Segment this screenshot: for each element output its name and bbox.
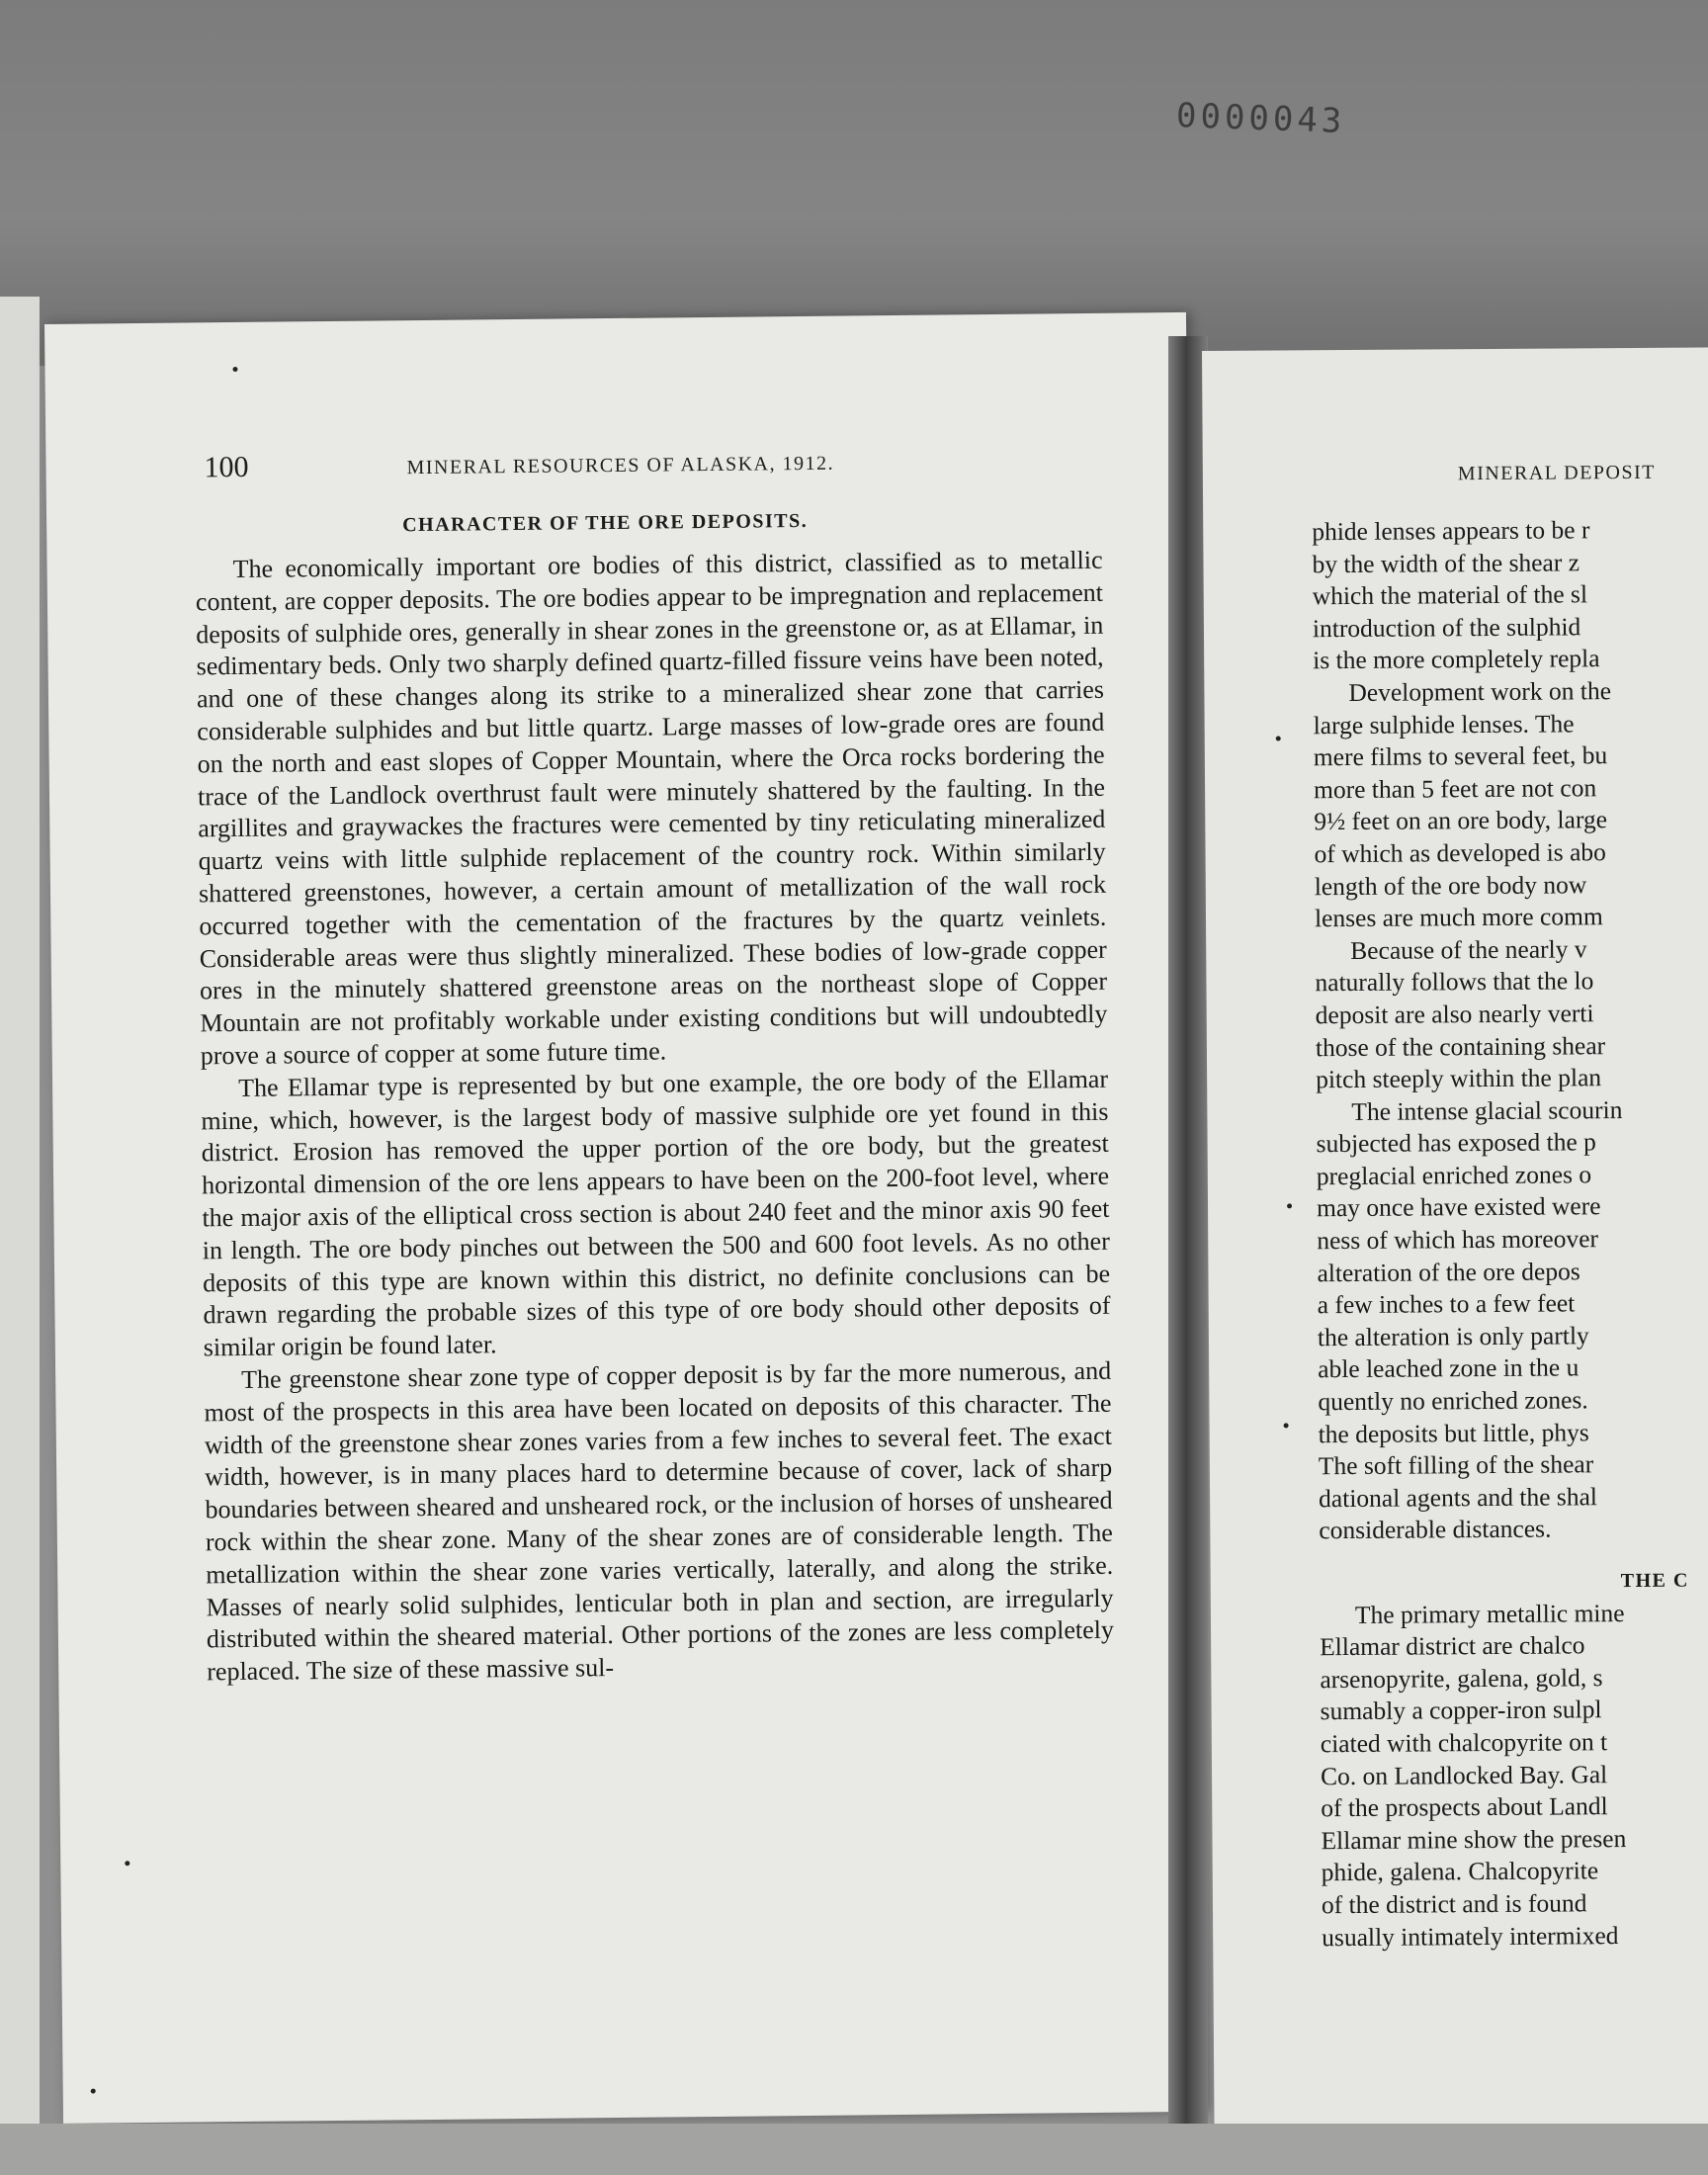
- right-page-line: more than 5 feet are not con: [1313, 772, 1597, 804]
- right-page-line: phide, galena. Chalcopyrite: [1321, 1856, 1599, 1887]
- right-page-line: mere films to several feet, bu: [1313, 740, 1608, 772]
- right-page-line: of which as developed is abo: [1314, 837, 1606, 869]
- scan-speck: [232, 367, 237, 372]
- book-gutter: [1168, 336, 1208, 2145]
- right-page-lines-part2: [1320, 1597, 1708, 1955]
- right-page-line: naturally follows that the lo: [1315, 966, 1594, 998]
- scan-speck: [1284, 1423, 1289, 1428]
- right-page-line: able leached zone in the u: [1318, 1352, 1580, 1384]
- right-page-line: Co. on Landlocked Bay. Gal: [1320, 1759, 1608, 1790]
- right-page-line: considerable distances.: [1319, 1514, 1552, 1545]
- page-number: 100: [204, 450, 249, 484]
- right-page-line: alteration of the ore depos: [1317, 1257, 1580, 1287]
- right-page-line: Ellamar district are chalco: [1320, 1630, 1585, 1662]
- right-section-title: THE C: [1620, 1569, 1689, 1593]
- right-page-line: which the material of the sl: [1312, 579, 1588, 611]
- right-page-line: a few inches to a few feet: [1317, 1288, 1576, 1320]
- right-page-line: sumably a copper-iron sulpl: [1320, 1695, 1602, 1726]
- right-page-line: arsenopyrite, galena, gold, s: [1320, 1662, 1603, 1694]
- right-page-line: Development work on the: [1348, 676, 1612, 707]
- right-page-line: the deposits but little, phys: [1318, 1417, 1589, 1448]
- scan-speck: [1287, 1203, 1292, 1208]
- right-page-line: dational agents and the shal: [1319, 1482, 1598, 1514]
- right-page-line: of the district and is found: [1321, 1888, 1587, 1920]
- left-page-header: [204, 441, 1133, 490]
- right-page-line: lenses are much more comm: [1314, 902, 1603, 933]
- right-page-line: The primary metallic mine: [1354, 1598, 1625, 1629]
- right-page-line: introduction of the sulphid: [1312, 612, 1581, 644]
- right-page-line: quently no enriched zones.: [1318, 1385, 1588, 1417]
- right-page-line: The intense glacial scourin: [1351, 1094, 1623, 1126]
- right-page-line: pitch steeply within the plan: [1316, 1063, 1602, 1094]
- paragraph-2: The Ellamar type is represented by but one example, the ore body of the Ellamar mine, which, however, is the largest body of massive sulphide ore yet found in this district. Erosion has removed the upper portion of the ore body, but the greatest horizontal dimension of the ore lens appears to have been on the 200-foot level, where the major axis of the elliptical cross section is about 240 feet and the minor axis 90 feet in length. The ore body pinches out between the 500 and 600 foot levels. As no other deposits of this type are known within this district, no definite conclusions can be drawn regarding the probable sizes of this type of ore body should other deposits of similar origin be found later.: [201, 1064, 1111, 1362]
- right-page-line: The soft filling of the shear: [1318, 1449, 1594, 1481]
- right-page-line: by the width of the shear z: [1312, 547, 1580, 578]
- scan-frame-edge: [0, 297, 40, 2175]
- right-page-line: subjected has exposed the p: [1316, 1127, 1596, 1159]
- scan-speck: [1276, 736, 1281, 740]
- right-page-line: large sulphide lenses. The: [1313, 708, 1575, 740]
- scan-speck: [125, 1861, 129, 1866]
- right-page-body: [1312, 513, 1708, 1954]
- section-title: CHARACTER OF THE ORE DEPOSITS.: [402, 509, 809, 537]
- scan-speck: [91, 2089, 96, 2094]
- right-running-head: MINERAL DEPOSIT: [1457, 461, 1657, 485]
- running-head: MINERAL RESOURCES OF ALASKA, 1912.: [406, 452, 835, 479]
- right-page-line: may once have existed were: [1316, 1191, 1601, 1223]
- right-page-line: those of the containing shear: [1315, 1030, 1606, 1062]
- right-page-line: phide lenses appears to be r: [1312, 515, 1590, 547]
- right-page-line: is the more completely repla: [1313, 644, 1600, 675]
- left-page: [44, 312, 1205, 2124]
- right-page-line: 9½ feet on an ore body, large: [1314, 805, 1608, 836]
- right-page-line: preglacial enriched zones o: [1316, 1160, 1592, 1191]
- right-page-line: the alteration is only partly: [1317, 1321, 1589, 1352]
- right-page-line: Ellamar mine show the presen: [1321, 1823, 1627, 1855]
- right-page-line: ness of which has moreover: [1317, 1224, 1599, 1256]
- paragraph-3: The greenstone shear zone type of copper deposit is by far the more numerous, and most of the prospects in this area have been located on deposits of this character. The width of the greenstone shear zones varies from a few inches to several feet. The exact width, however, is in many places hard to determine because of cover, lack of sharp boundaries between sheared and unsheared rock, or the inclusion of horses of unsheared rock within the shear zone. Many of the shear zones are of considerable length. The metallization within the shear zone varies vertically, laterally, and along the strike. Masses of nearly solid sulphides, lenticular both in plan and section, are irregularly distributed within the sheared material. Other portions of the zones are less completely replaced. The size of these massive sul-: [204, 1355, 1115, 1687]
- right-page: [1202, 347, 1708, 2135]
- scan-bottom-band: [0, 2124, 1708, 2175]
- right-page-lines-part1: [1312, 513, 1708, 1547]
- archive-stamp-number: 0000043: [1175, 96, 1346, 141]
- left-page-body: [195, 545, 1114, 1689]
- right-page-line: length of the ore body now: [1314, 869, 1587, 901]
- right-page-line: Because of the nearly v: [1350, 934, 1587, 965]
- right-page-line: deposit are also nearly verti: [1315, 999, 1594, 1030]
- right-page-line: usually intimately intermixed: [1322, 1920, 1619, 1952]
- right-page-line: of the prospects about Landl: [1321, 1791, 1608, 1823]
- scan-dark-background: [0, 0, 1708, 366]
- paragraph-1: The economically important ore bodies of this district, classified as to metallic content, are copper deposits. The ore bodies appear to be impregnation and replacement deposits of sulphide ores, generally in shear zones in the greenstone or, as at Ellamar, in sedimentary beds. Only two sharply defined quartz-filled fissure veins have been noted, and one of these changes along its strike to a mineralized shear zone that carries considerable sulphides and but little quartz. Large masses of low-grade ores are found on the north and east slopes of Copper Mountain, where the Orca rocks bordering the trace of the Landlock overthrust fault were minutely shattered by the faulting. In the argillites and graywackes the fractures were cemented by tiny reticulating mineralized quartz veins with little sulphide replacement of the country rock. Within similarly shattered greenstones, however, a certain amount of metallization of the wall rock occurred together with the cementation of the fractures by the quartz veinlets. Considerable areas were thus slightly mineralized. These bodies of low-grade copper ores in the minutely shattered greenstone areas on the northeast slope of Copper Mountain are not profitably workable under existing conditions but will undoubtedly prove a source of copper at some future time.: [195, 545, 1108, 1071]
- right-page-line: ciated with chalcopyrite on t: [1320, 1727, 1608, 1759]
